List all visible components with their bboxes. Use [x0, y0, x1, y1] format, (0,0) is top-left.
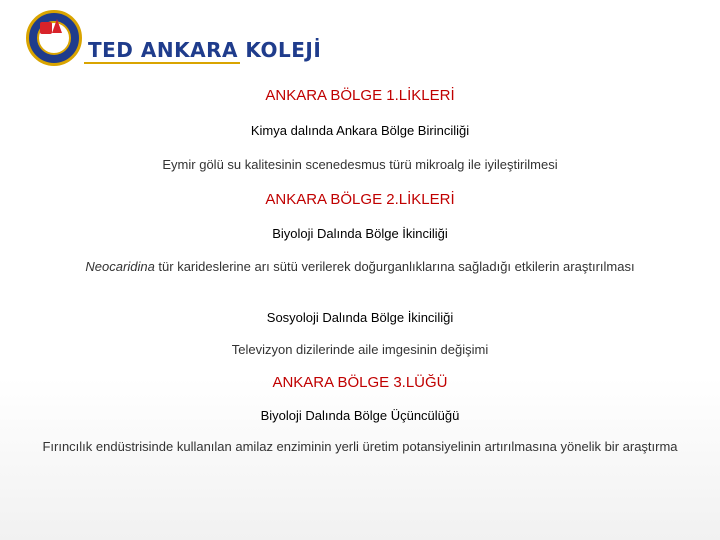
heading-third-place: ANKARA BÖLGE 3.LÜĞÜ — [272, 374, 448, 391]
flag-icon — [40, 22, 52, 34]
subheading-biology-third: Biyoloji Dalında Bölge Üçüncülüğü — [260, 408, 460, 423]
description-sociology: Televizyon dizilerinde aile imgesinin değişimi — [231, 342, 489, 357]
subheading-biology-second: Biyoloji Dalında Bölge İkinciliği — [272, 226, 448, 241]
subheading-sociology: Sosyoloji Dalında Bölge İkinciliği — [266, 310, 454, 325]
torch-icon — [52, 19, 62, 33]
ted-emblem-icon — [26, 10, 82, 66]
description-chemistry: Eymir gölü su kalitesinin scenedesmus türü mikroalg ile iyileştirilmesi — [162, 157, 558, 172]
school-logo — [26, 10, 321, 66]
description-biology-second — [20, 258, 700, 276]
species-name: Neocaridina — [85, 259, 155, 274]
description-biology-second-text: tür karideslerine arı sütü verilerek doğurganlıklarına sağladığı etkilerin araştırılması — [154, 259, 635, 274]
heading-first-place: ANKARA BÖLGE 1.LİKLERİ — [265, 87, 455, 104]
subheading-chemistry: Kimya dalında Ankara Bölge Birinciliği — [250, 123, 470, 138]
heading-second-place: ANKARA BÖLGE 2.LİKLERİ — [265, 191, 455, 208]
logo-underline — [84, 62, 240, 64]
slide-content — [20, 84, 700, 456]
logo-text: TED ANKARA KOLEJİ — [88, 38, 322, 62]
description-biology-third: Fırıncılık endüstrisinde kullanılan amilaz enziminin yerli üretim potansiyelinin artırılmasına yönelik bir araştırma — [42, 439, 678, 454]
